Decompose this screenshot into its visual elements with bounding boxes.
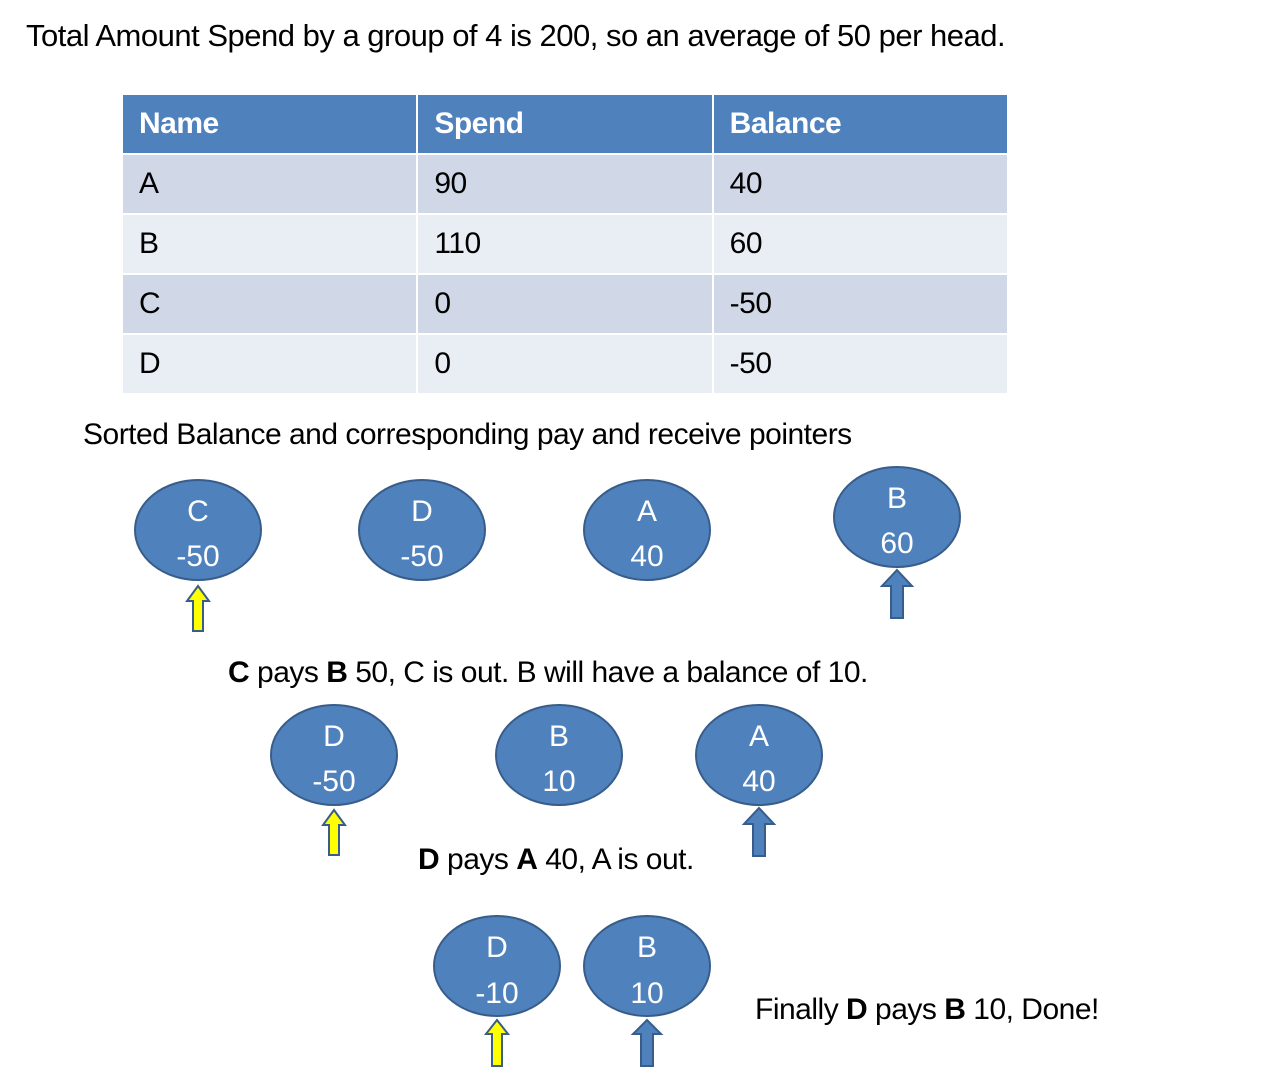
pay-pointer-arrow-icon: [323, 810, 345, 855]
header-spend: Spend: [417, 94, 712, 154]
cell-name: B: [122, 214, 417, 274]
pay-pointer-arrow-icon: [486, 1020, 508, 1066]
node-value: -50: [176, 540, 220, 573]
step2-rest: 40, A is out.: [537, 843, 694, 876]
sorted-heading: Sorted Balance and corresponding pay and receive pointers: [83, 418, 852, 451]
node-label: C: [187, 495, 209, 528]
cell-spend: 0: [417, 274, 712, 334]
cell-balance: -50: [713, 274, 1008, 334]
stage1-node-A: [584, 480, 710, 580]
node-value: -50: [312, 765, 356, 798]
final-mid: pays: [867, 993, 945, 1026]
node-label: D: [486, 931, 508, 964]
stage2-node-B: [496, 705, 622, 805]
receive-pointer-arrow-icon: [633, 1020, 661, 1066]
cell-spend: 0: [417, 334, 712, 394]
stage2-node-D: [271, 705, 397, 805]
node-label: D: [411, 495, 433, 528]
step2-mid: pays: [439, 843, 517, 876]
stage3-node-D: [434, 916, 560, 1016]
step2-payee: A: [516, 843, 538, 876]
stage1-node-D: [359, 480, 485, 580]
cell-name: D: [122, 334, 417, 394]
step1-rest: 50, C is out. B will have a balance of 10.: [347, 656, 868, 689]
cell-spend: 110: [417, 214, 712, 274]
node-value: -10: [475, 977, 519, 1010]
step2-payer: D: [418, 843, 440, 876]
cell-balance: 60: [713, 214, 1008, 274]
stage1-node-C: [135, 480, 261, 580]
step1-mid: pays: [249, 656, 327, 689]
cell-balance: -50: [713, 334, 1008, 394]
header-balance: Balance: [713, 94, 1008, 154]
final-payer: D: [846, 993, 868, 1026]
node-value: 60: [880, 527, 914, 560]
node-label: B: [548, 720, 570, 753]
stage2-node-A: [696, 705, 822, 805]
node-label: A: [748, 720, 770, 753]
receive-pointer-arrow-icon: [882, 570, 912, 618]
page-title: Total Amount Spend by a group of 4 is 200, so an average of 50 per head.: [26, 18, 1006, 53]
cell-name: C: [122, 274, 417, 334]
stage3-node-B: [584, 916, 710, 1016]
header-name: Name: [122, 94, 417, 154]
final-pre: Finally: [755, 993, 847, 1026]
node-label: B: [886, 482, 908, 515]
node-label: A: [636, 495, 658, 528]
node-value: 40: [742, 765, 776, 798]
cell-spend: 90: [417, 154, 712, 214]
cell-name: A: [122, 154, 417, 214]
final-rest: 10, Done!: [965, 993, 1099, 1026]
final-payee: B: [944, 993, 966, 1026]
stage1-node-B: [834, 467, 960, 567]
cell-balance: 40: [713, 154, 1008, 214]
receive-pointer-arrow-icon: [744, 808, 774, 856]
node-value: 10: [542, 765, 576, 798]
node-value: 10: [630, 977, 664, 1010]
node-value: -50: [400, 540, 444, 573]
step1-payee: B: [326, 656, 348, 689]
node-label: B: [636, 931, 658, 964]
pay-pointer-arrow-icon: [187, 586, 209, 631]
node-label: D: [323, 720, 345, 753]
node-value: 40: [630, 540, 664, 573]
step1-payer: C: [228, 656, 250, 689]
